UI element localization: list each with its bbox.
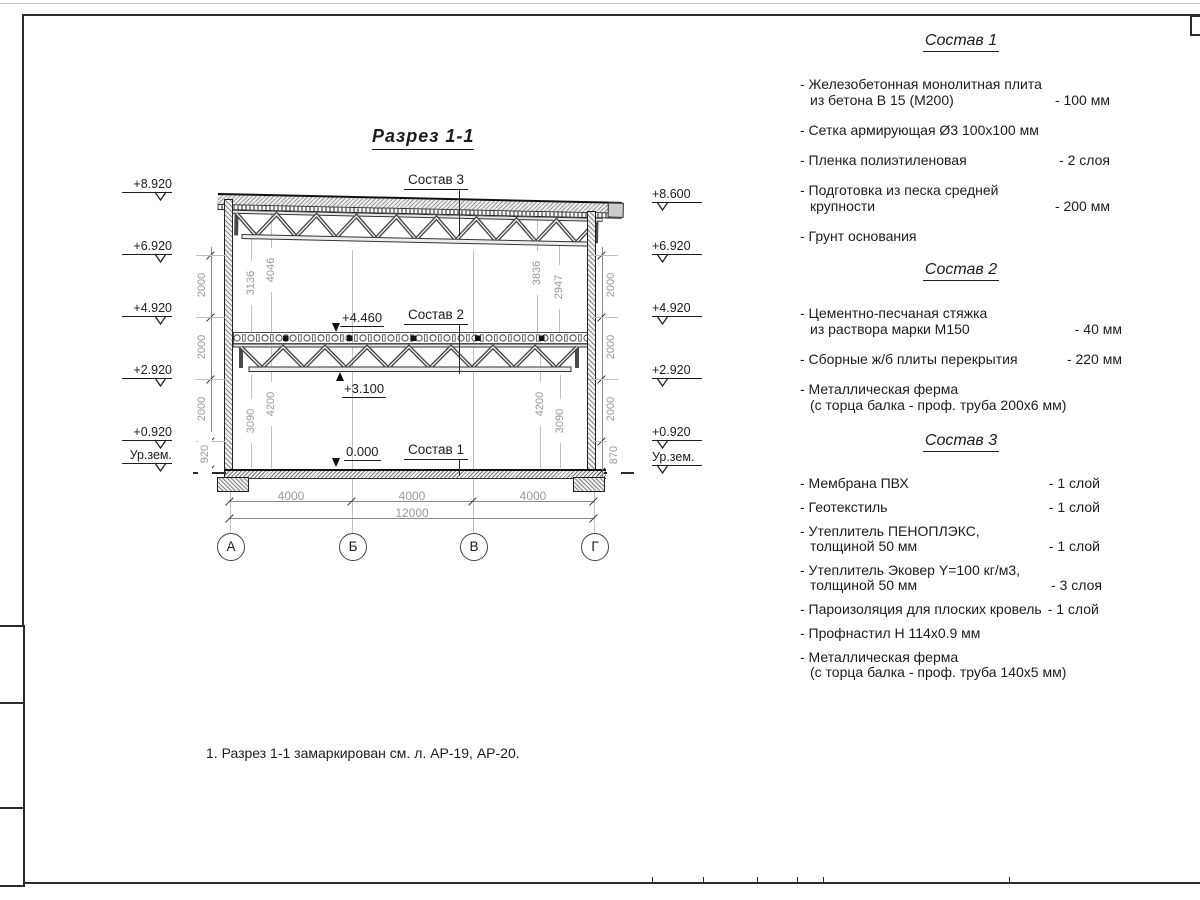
comp-item	[800, 351, 1122, 367]
dim-4200-left: 4200	[264, 382, 278, 426]
comp-item	[800, 650, 1122, 680]
item-value: - 1 слой	[1047, 601, 1099, 617]
item-text: (с торца балка - проф. труба 200х6 мм)	[810, 397, 1067, 413]
dim-3090-right: 3090	[553, 399, 567, 443]
elevation-flag-icon	[656, 439, 669, 449]
floor-slab	[233, 332, 588, 344]
comp-item	[800, 228, 1122, 244]
item-value: - 1 слой	[1048, 538, 1100, 554]
item-value: - 220 мм	[1066, 351, 1122, 367]
roof-truss	[230, 210, 603, 250]
corner-stamp-box	[1190, 15, 1200, 36]
chain-ext	[590, 255, 618, 256]
elevation-flag-icon	[154, 191, 167, 201]
elevation-flag-icon	[656, 315, 669, 325]
comp-item	[800, 500, 1122, 515]
item-text: - Утеплитель Эковер Y=100 кг/м3,	[800, 562, 1021, 578]
level-mark-left-ground: Ур.зем.	[122, 448, 172, 464]
comp-item	[800, 305, 1122, 337]
elevation-flag-icon	[154, 377, 167, 387]
leader-label-sostav3: Состав 3	[404, 172, 468, 190]
level-mark-right-2920: +2.920	[652, 363, 702, 379]
frame-bottom	[0, 882, 1200, 884]
comp-item	[800, 563, 1122, 593]
dim-left-2000b: 2000	[195, 325, 209, 369]
composition-3-section	[800, 432, 1122, 689]
leader-line-sostav2	[459, 325, 460, 374]
elevation-flag-icon	[656, 377, 669, 387]
roof-fascia-right	[608, 203, 624, 218]
dim-4046: 4046	[264, 248, 278, 292]
dim-3136: 3136	[244, 261, 258, 305]
item-value: - 1 слой	[1048, 499, 1100, 515]
level-mark-right-0920: +0.920	[652, 425, 702, 441]
leader-label-sostav2: Состав 2	[404, 307, 468, 325]
titleblock-tick-2	[703, 877, 704, 882]
ground-slab	[225, 469, 606, 479]
item-text: из раствора марки М150	[810, 321, 970, 337]
inner-level-0000: 0.000	[346, 444, 379, 459]
comp-item	[800, 152, 1122, 168]
margin-box-1	[0, 625, 25, 706]
frame-top	[22, 14, 1200, 16]
item-text: - Профнастил Н 114х0.9 мм	[800, 625, 981, 641]
dim-left-2000a: 2000	[195, 263, 209, 307]
item-text: - Утеплитель ПЕНОПЛЭКС,	[800, 523, 980, 539]
item-value: - 2 слоя	[1059, 152, 1110, 168]
inner-level-4460: +4.460	[342, 310, 383, 325]
item-text: - Мембрана ПВХ	[800, 475, 909, 491]
level-mark-left-2920: +2.920	[122, 363, 172, 379]
arrow-3100	[336, 372, 344, 381]
comp-item	[800, 76, 1122, 108]
item-text: (с торца балка - проф. труба 140х5 мм)	[810, 664, 1067, 680]
item-value: - 200 мм	[1054, 198, 1110, 214]
comp-item	[800, 626, 1122, 641]
leader-label-sostav1: Состав 1	[404, 442, 468, 460]
axis-bubble-a: А	[217, 533, 245, 561]
axis-bubble-g: Г	[581, 533, 609, 561]
elevation-flag-icon	[656, 253, 669, 263]
dim-12000: 12000	[395, 506, 429, 520]
composition-2-section	[800, 261, 1122, 427]
axis-bubble-v: В	[460, 533, 488, 561]
elevation-flag-icon	[656, 464, 669, 474]
item-value: - 1 слой	[1048, 475, 1100, 491]
dim-3836: 3836	[530, 251, 544, 295]
item-text: - Пароизоляция для плоских кровель	[800, 601, 1042, 617]
titleblock-tick-6	[1009, 877, 1010, 882]
item-text: толщиной 50 мм	[810, 538, 918, 554]
item-text: - Металлическая ферма	[800, 649, 959, 665]
comp-item	[800, 122, 1122, 138]
item-text: - Грунт основания	[800, 228, 917, 244]
elevation-flag-icon	[154, 253, 167, 263]
wall-left	[224, 199, 233, 479]
margin-box-3	[0, 807, 25, 887]
leader-line-sostav1	[459, 460, 460, 476]
item-text: - Сборные ж/б плиты перекрытия	[800, 351, 1018, 367]
item-text: крупности	[810, 198, 876, 214]
axis-bubble-b: Б	[339, 533, 367, 561]
leader-line-sostav3	[459, 190, 460, 236]
dim-4000-2: 4000	[398, 489, 426, 503]
dim-3090-left: 3090	[244, 399, 258, 443]
item-text: из бетона В 15 (М200)	[810, 92, 954, 108]
dim-4200-right: 4200	[533, 382, 547, 426]
titleblock-tick-3	[757, 877, 758, 882]
level-mark-right-6920: +6.920	[652, 239, 702, 255]
chain-ext	[590, 379, 618, 380]
level-mark-right-ground: Ур.зем.	[652, 450, 702, 466]
roof-assembly	[217, 193, 622, 248]
item-text: толщиной 50 мм	[810, 577, 918, 593]
level-mark-left-8920: +8.920	[122, 177, 172, 193]
chain-ext	[590, 317, 618, 318]
elevation-flag-icon	[154, 315, 167, 325]
dim-4000-3: 4000	[519, 489, 547, 503]
dim-left-2000c: 2000	[195, 387, 209, 431]
level-mark-left-4920: +4.920	[122, 301, 172, 317]
chain-ext	[196, 379, 226, 380]
comp-item	[800, 182, 1122, 214]
item-text: - Пленка полиэтиленовая	[800, 152, 967, 168]
inner-level-3100: +3.100	[344, 381, 385, 396]
level-mark-right-4920: +4.920	[652, 301, 702, 317]
right-dim-chain-line	[602, 247, 603, 477]
item-text: - Железобетонная монолитная плита	[800, 76, 1042, 92]
item-text: - Геотекстиль	[800, 499, 888, 515]
item-text: - Сетка армирующая Ø3 100х100 мм	[800, 122, 1039, 138]
section-title: Разрез 1-1	[372, 126, 474, 150]
dim-right-2000b: 2000	[604, 325, 618, 369]
sheet-top-edge	[0, 3, 1200, 4]
item-text: - Цементно-песчаная стяжка	[800, 305, 988, 321]
elevation-flag-icon	[154, 462, 167, 472]
dim-4000-1: 4000	[277, 489, 305, 503]
arrow-4460	[332, 323, 340, 332]
item-value: - 100 мм	[1054, 92, 1110, 108]
dim-left-920: 920	[198, 432, 212, 476]
level-mark-left-0920: +0.920	[122, 425, 172, 441]
dim-right-2000a: 2000	[604, 263, 618, 307]
elevation-flag-icon	[656, 201, 669, 211]
axis-line-v	[473, 250, 474, 533]
footing-left	[217, 477, 249, 492]
comp-item	[800, 476, 1122, 491]
wall-right	[587, 211, 596, 479]
dim-right-870: 870	[607, 433, 621, 477]
comp-item	[800, 381, 1122, 413]
margin-box-2	[0, 702, 25, 811]
dim-2947: 2947	[552, 265, 566, 309]
titleblock-tick-5	[823, 877, 824, 882]
floor-truss	[233, 344, 588, 375]
comp-item	[800, 602, 1122, 617]
chain-ext	[196, 317, 226, 318]
item-value: - 40 мм	[1074, 321, 1122, 337]
sheet-note: 1. Разрез 1-1 замаркирован см. л. АР-19, АР-20.	[206, 745, 520, 761]
composition-1-section	[800, 32, 1122, 258]
level-mark-left-6920: +6.920	[122, 239, 172, 255]
level-mark-right-8600: +8.600	[652, 187, 702, 203]
dim-right-2000c: 2000	[604, 387, 618, 431]
titleblock-tick-1	[652, 877, 653, 882]
item-text: - Подготовка из песка средней	[800, 182, 999, 198]
composition-1-heading: Состав 1	[800, 32, 1122, 50]
arrow-0000	[332, 458, 340, 467]
comp-item	[800, 524, 1122, 554]
composition-2-heading: Состав 2	[800, 261, 1122, 279]
footing-right	[573, 477, 605, 492]
chain-ext	[196, 255, 226, 256]
composition-3-heading: Состав 3	[800, 432, 1122, 450]
item-text: - Металлическая ферма	[800, 381, 959, 397]
item-value: - 3 слоя	[1051, 577, 1102, 593]
titleblock-tick-4	[797, 877, 798, 882]
